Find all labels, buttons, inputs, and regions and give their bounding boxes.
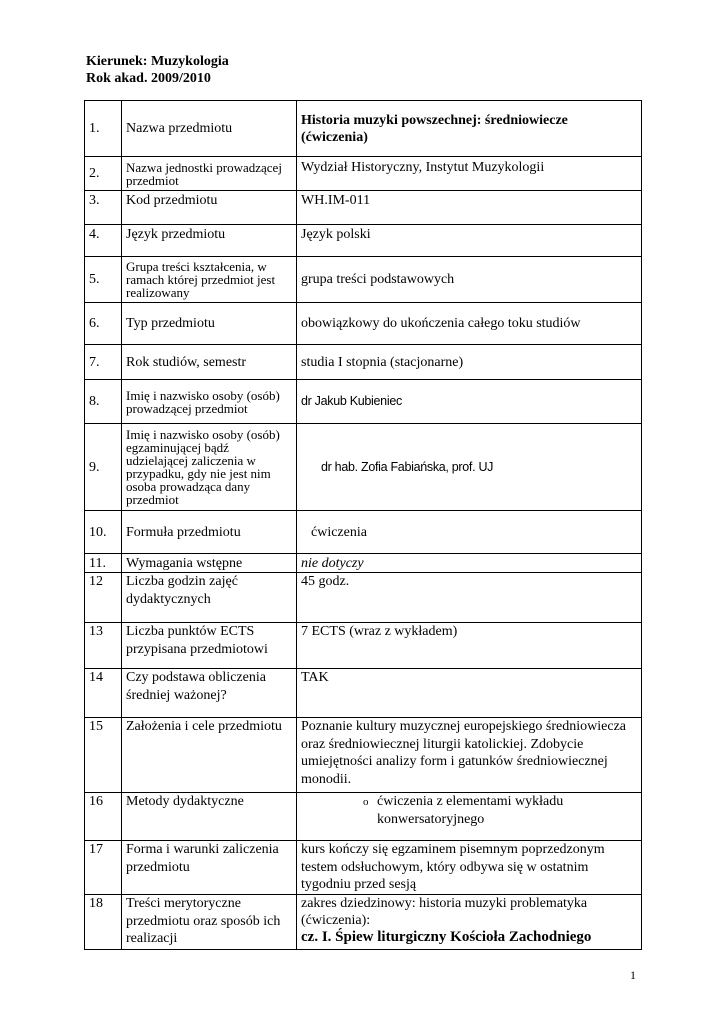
row-number: 8. (85, 380, 122, 424)
row-number: 6. (85, 303, 122, 345)
table-row (85, 225, 642, 257)
row-value: Wydział Historyczny, Instytut Muzykologii (297, 157, 642, 191)
bullet-text: ćwiczenia z elementami wykładu konwersatoryjnego (377, 794, 564, 827)
row-label: Forma i warunki zaliczenia przedmiotu (122, 841, 297, 895)
table-row (85, 303, 642, 345)
row-label: Założenia i cele przedmiotu (122, 718, 297, 793)
row-label: Liczba godzin zajęć dydaktycznych (122, 573, 297, 623)
row-number: 1. (85, 101, 122, 157)
row-number: 2. (85, 157, 122, 191)
table-row (85, 623, 642, 669)
row-number: 11. (85, 554, 122, 573)
content-scope-text: zakres dziedzinowy: historia muzyki problematyka (ćwiczenia): (301, 896, 588, 928)
page-number: 1 (630, 968, 636, 982)
row-label: Formuła przedmiotu (122, 511, 297, 554)
row-label: Metody dydaktyczne (122, 793, 297, 841)
row-label: Nazwa jednostki prowadzącej przedmiot (122, 157, 297, 191)
table-row (85, 895, 642, 950)
row-value: TAK (297, 669, 642, 718)
table-row (85, 191, 642, 225)
row-number: 15 (85, 718, 122, 793)
row-number: 18 (85, 895, 122, 950)
row-label: Liczba punktów ECTS przypisana przedmiotowi (122, 623, 297, 669)
bullet-icon: o (363, 796, 369, 808)
course-syllabus-table (84, 100, 642, 950)
row-value: nie dotyczy (297, 554, 642, 573)
content-part-heading: cz. I. Śpiew liturgiczny Kościoła Zachodniego (301, 929, 592, 945)
row-value: kurs kończy się egzaminem pisemnym poprzedzonym testem odsłuchowym, który odbywa się w ostatnim tygodniu przed sesją (297, 841, 642, 895)
table-row (85, 669, 642, 718)
row-number: 9. (85, 424, 122, 511)
row-value: Historia muzyki powszechnej: średniowiecze (ćwiczenia) (297, 101, 642, 157)
row-label: Wymagania wstępne (122, 554, 297, 573)
table-row (85, 718, 642, 793)
row-number: 14 (85, 669, 122, 718)
row-number: 4. (85, 225, 122, 257)
row-number: 17 (85, 841, 122, 895)
row-number: 16 (85, 793, 122, 841)
row-value: 7 ECTS (wraz z wykładem) (297, 623, 642, 669)
row-label: Język przedmiotu (122, 225, 297, 257)
row-value: obowiązkowy do ukończenia całego toku studiów (297, 303, 642, 345)
bullet-list-item (301, 793, 637, 829)
table-row (85, 257, 642, 303)
table-row (85, 101, 642, 157)
table-row (85, 793, 642, 841)
row-value: ćwiczenia (297, 511, 642, 554)
row-label: Czy podstawa obliczenia średniej ważonej? (122, 669, 297, 718)
row-value: grupa treści podstawowych (297, 257, 642, 303)
row-label: Imię i nazwisko osoby (osób) prowadzącej przedmiot (122, 380, 297, 424)
row-value: WH.IM-011 (297, 191, 642, 225)
row-number: 10. (85, 511, 122, 554)
row-label: Treści merytoryczne przedmiotu oraz sposób ich realizacji (122, 895, 297, 950)
table-row (85, 345, 642, 380)
table-row (85, 380, 642, 424)
row-value (297, 793, 642, 841)
row-value: studia I stopnia (stacjonarne) (297, 345, 642, 380)
field-of-study-heading: Kierunek: Muzykologia (86, 54, 229, 69)
row-number: 12 (85, 573, 122, 623)
table-row (85, 511, 642, 554)
row-label: Typ przedmiotu (122, 303, 297, 345)
row-label: Kod przedmiotu (122, 191, 297, 225)
row-label: Nazwa przedmiotu (122, 101, 297, 157)
table-row (85, 841, 642, 895)
table-row (85, 157, 642, 191)
academic-year-heading: Rok akad. 2009/2010 (86, 71, 211, 86)
row-number: 5. (85, 257, 122, 303)
row-value: Poznanie kultury muzycznej europejskiego średniowiecza oraz średniowiecznej liturgii katolickiej. Zdobycie umiejętności analizy form i gatunków średniowiecznej monodii. (297, 718, 642, 793)
table-row (85, 554, 642, 573)
row-value: dr Jakub Kubieniec (297, 380, 642, 424)
row-number: 13 (85, 623, 122, 669)
table-row (85, 573, 642, 623)
row-label: Grupa treści kształcenia, w ramach której przedmiot jest realizowany (122, 257, 297, 303)
row-number: 3. (85, 191, 122, 225)
row-value: 45 godz. (297, 573, 642, 623)
row-value (297, 895, 642, 950)
row-value: dr hab. Zofia Fabiańska, prof. UJ (297, 424, 642, 511)
row-label: Imię i nazwisko osoby (osób) egzaminującej bądź udzielającej zaliczenia w przypadku, gdy nie jest nim osoba prowadząca dany przedmiot (122, 424, 297, 511)
row-label: Rok studiów, semestr (122, 345, 297, 380)
row-number: 7. (85, 345, 122, 380)
row-value: Język polski (297, 225, 642, 257)
table-row (85, 424, 642, 511)
